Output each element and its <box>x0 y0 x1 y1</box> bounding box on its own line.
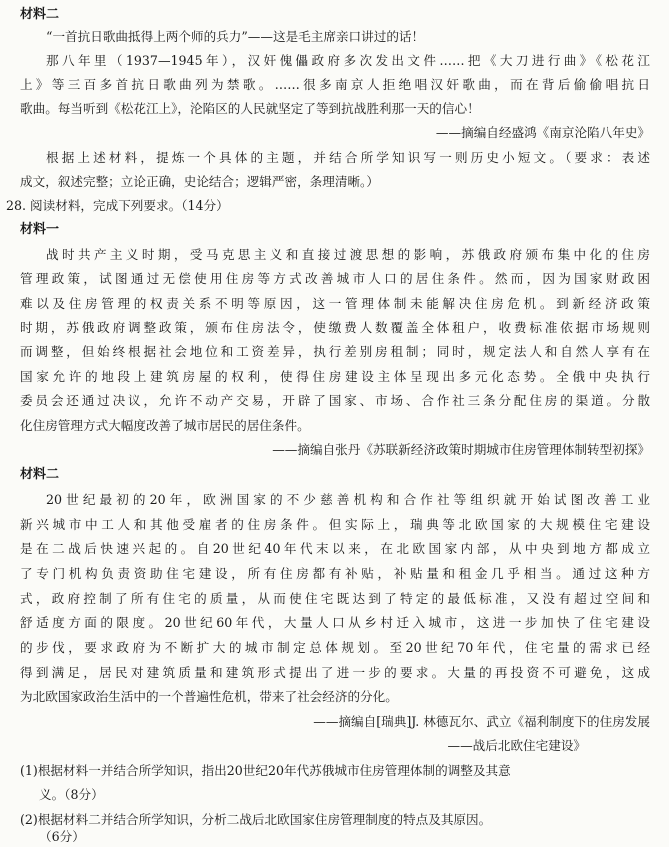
paragraph-line: 国家允许的地段上建筑房屋的权利，使得住房建设主体呈现出多元化态势。全俄中央执行 <box>20 369 650 384</box>
paragraph-line: 那八年里（1937—1945年），汉奸傀儡政府多次发出文件……把《大刀进行曲》《松花江 <box>46 53 650 68</box>
paragraph-line: 新兴城市中工人和其他受雇者的住房条件。但实际上，瑞典等北欧国家的大规模住宅建设 <box>20 517 650 532</box>
paragraph-line: 为北欧国家政治生活中的一个普遍性危机，带来了社会经济的分化。 <box>20 689 398 704</box>
paragraph-line: 化住房管理方式大幅度改善了城市居民的居住条件。 <box>20 418 310 433</box>
paragraph-line: 式，政府控制了所有住宅的质量，从而使住宅既达到了特定的最低标准，又没有超过空间和 <box>20 591 650 606</box>
paragraph-line: 难以及住房管理的权责关系不明等原因，这一管理体制未能解决住房危机。到新经济政策 <box>20 296 650 311</box>
source-citation-subtitle: ——战后北欧住宅建设》 <box>447 738 586 753</box>
paragraph-line: 了专门机构负责资助住宅建设，所有住房都有补贴，补贴量和租金几乎相当。通过这种方 <box>20 566 650 581</box>
question-28-heading: 28. 阅读材料，完成下列要求。（14分） <box>6 198 229 213</box>
paragraph-line: 战时共产主义时期，受马克思主义和直接过渡思想的影响，苏俄政府颁布集中化的住房 <box>46 247 650 262</box>
material-one-heading: 材料一 <box>20 222 60 237</box>
material-two-heading: 材料二 <box>20 7 60 22</box>
instruction-line: 根据上述材料，提炼一个具体的主题，并结合所学知识写一则历史小短文。（要求：表述 <box>46 150 650 165</box>
sub-question-1: (1)根据材料一并结合所学知识，指出20世纪20年代苏俄城市住房管理体制的调整及其意 <box>20 763 511 778</box>
sub-question-1-points: 义。（8分） <box>39 787 104 802</box>
paragraph-line: 而调整，但始终根据社会地位和工资差异，执行差别房租制；同时，规定法人和自然人享有在 <box>20 344 650 359</box>
material-two-heading: 材料二 <box>20 467 60 482</box>
paragraph-line: 舒适度方面的限度。20世纪60年代，大量人口从乡村迁入城市，这进一步加快了住宅建设 <box>20 615 650 630</box>
paragraph-line: 时期，苏俄政府调整政策，颁布住房法令，使缴费人数覆盖全体租户，收费标准依据市场规则 <box>20 320 650 335</box>
paragraph-line: 20世纪最初的20年，欧洲国家的不少慈善机构和合作社等组织就开始试图改善工业 <box>46 492 650 507</box>
paragraph-line: 歌曲。每当听到《松花江上》，沦陷区的人民就坚定了等到抗战胜利那一天的信心！ <box>20 101 480 116</box>
sub-question-2-points: （6分） <box>39 829 85 844</box>
source-citation: ——摘编自[瑞典]J. 林德瓦尔、武立《福利制度下的住房发展 <box>313 714 650 729</box>
quote-line: “一首抗日歌曲抵得上两个师的兵力”——这是毛主席亲口讲过的话！ <box>46 29 425 44</box>
paragraph-line: 委员会还通过决议，允许不动产交易，开辟了国家、市场、合作社三条分配住房的渠道。分散 <box>20 393 650 408</box>
paragraph-line: 是在二战后快速兴起的。自20世纪40年代末以来，在北欧国家内部，从中央到地方都成立 <box>20 541 650 556</box>
paragraph-line: 上》等三百多首抗日歌曲列为禁歌。……很多南京人拒绝唱汉奸歌曲，而在背后偷偷唱抗日 <box>20 77 650 92</box>
sub-question-2: (2)根据材料二并结合所学知识，分析二战后北欧国家住房管理制度的特点及其原因。 <box>20 812 492 827</box>
paragraph-line: 的步伐，要求政府为不断扩大的城市制定总体规划。至20世纪70年代，住宅量的需求已经 <box>20 640 650 655</box>
source-citation: ——摘编自经盛鸿《南京沦陷八年史》 <box>435 125 650 140</box>
paragraph-line: 管理政策，试图通过无偿使用住房等方式改善城市人口的居住条件。然而，因为国家财政困 <box>20 271 650 286</box>
instruction-line: 成文，叙述完整；立论正确，史论结合；逻辑严密，条理清晰。） <box>20 174 379 189</box>
source-citation: ——摘编自张丹《苏联新经济政策时期城市住房管理体制转型初探》 <box>272 442 650 457</box>
paragraph-line: 得到满足，居民对建筑质量和建筑形式提出了进一步的要求。大量的再投资不可避免，这成 <box>20 665 650 680</box>
